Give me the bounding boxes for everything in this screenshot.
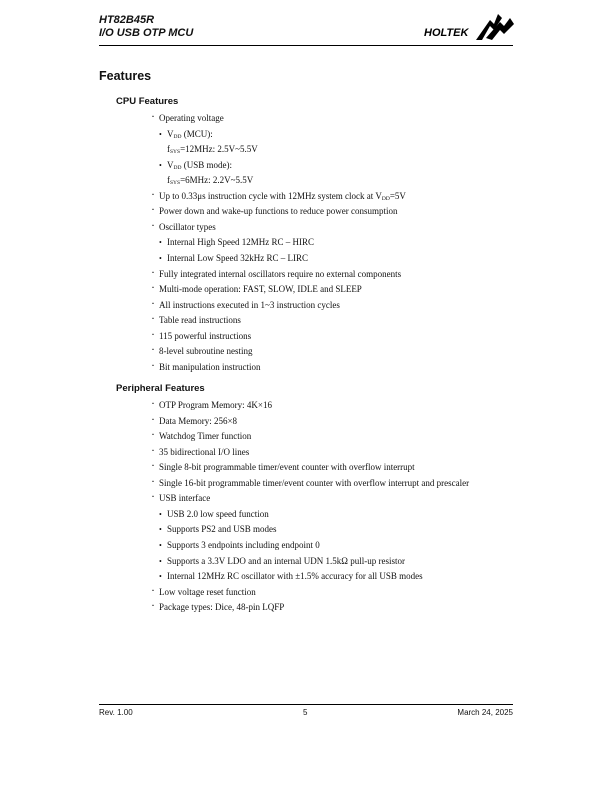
item-text: Multi-mode operation: FAST, SLOW, IDLE and SLEEP xyxy=(159,284,362,295)
list-item xyxy=(151,280,362,295)
list-item xyxy=(159,539,320,551)
item-text: Supports a 3.3V LDO and an internal UDN 1.5kΩ pull-up resistor xyxy=(167,555,405,566)
bullet-icon: • xyxy=(159,540,162,550)
list-item xyxy=(151,217,216,233)
item-text: Single 8-bit programmable timer/event counter with overflow interrupt xyxy=(159,462,415,473)
item-text: Single 16-bit programmable timer/event counter with overflow interrupt and prescaler xyxy=(159,477,470,488)
bullet-icon: · xyxy=(151,357,155,372)
list-item xyxy=(151,186,406,205)
subscript: DD xyxy=(173,164,182,171)
bullet-icon: • xyxy=(159,572,162,582)
list-item xyxy=(151,442,250,458)
item-text: Table read instructions xyxy=(159,315,241,326)
item-text: USB interface xyxy=(159,493,211,504)
bullet-icon: · xyxy=(151,311,155,326)
item-text: V xyxy=(167,128,174,139)
bullet-icon: • xyxy=(159,525,162,535)
bullet-icon: · xyxy=(151,598,155,613)
item-text: Up to 0.33μs instruction cycle with 12MHz system clock at V xyxy=(159,190,382,201)
section-title: Features xyxy=(99,69,152,83)
bullet-icon: · xyxy=(151,342,155,357)
item-text: All instructions executed in 1~3 instruction cycles xyxy=(159,299,340,310)
list-item xyxy=(151,489,211,504)
document-subtitle: I/O USB OTP MCU xyxy=(99,27,194,39)
item-text: Oscillator types xyxy=(159,221,216,232)
list-item xyxy=(151,342,253,357)
list-item xyxy=(151,598,285,613)
item-text: V xyxy=(167,159,174,170)
bullet-icon: · xyxy=(151,489,155,504)
bullet-icon: • xyxy=(159,238,162,248)
peripheral-features-heading: Peripheral Features xyxy=(116,383,205,394)
revision: Rev. 1.00 xyxy=(99,708,133,717)
item-text: 115 powerful instructions xyxy=(159,330,252,341)
item-text: f xyxy=(167,175,170,186)
item-text: =12MHz: 2.5V~5.5V xyxy=(180,144,258,155)
list-item xyxy=(167,144,258,158)
svg-text:HOLTEK: HOLTEK xyxy=(424,27,469,39)
list-item xyxy=(151,295,340,311)
list-item xyxy=(151,473,470,489)
item-text: Bit manipulation instruction xyxy=(159,361,261,372)
list-item xyxy=(151,357,261,373)
item-text: Watchdog Timer function xyxy=(159,431,252,442)
bullet-icon: · xyxy=(151,582,155,597)
item-text: Internal Low Speed 32kHz RC – LIRC xyxy=(167,252,308,263)
date: March 24, 2025 xyxy=(457,708,513,717)
list-item xyxy=(159,159,232,174)
list-item xyxy=(151,311,241,326)
subscript: SYS xyxy=(170,180,181,187)
item-text: Power down and wake-up functions to reduce power consumption xyxy=(159,206,398,217)
bullet-icon: · xyxy=(151,473,155,488)
list-item xyxy=(151,458,415,473)
item-text: Low voltage reset function xyxy=(159,586,256,597)
bullet-icon: • xyxy=(159,509,162,519)
list-item xyxy=(159,508,269,520)
list-item xyxy=(159,555,405,567)
list-item xyxy=(151,264,402,280)
item-text: (MCU): xyxy=(181,128,213,139)
list-item xyxy=(151,202,398,217)
item-text: 35 bidirectional I/O lines xyxy=(159,446,250,457)
item-text: Supports PS2 and USB modes xyxy=(167,524,277,535)
list-item xyxy=(159,571,423,582)
bullet-icon: · xyxy=(151,186,155,201)
subscript: DD xyxy=(381,195,390,202)
header-rule xyxy=(99,45,513,46)
part-number: HT82B45R xyxy=(99,14,155,26)
bullet-icon: · xyxy=(151,280,155,295)
item-text: OTP Program Memory: 4K×16 xyxy=(159,400,272,410)
bullet-icon: · xyxy=(151,217,155,232)
list-item xyxy=(159,128,213,143)
bullet-icon: · xyxy=(151,442,155,457)
bullet-icon: · xyxy=(151,411,155,426)
bullet-icon: · xyxy=(151,458,155,473)
list-item xyxy=(159,252,308,264)
list-item xyxy=(151,411,238,427)
item-text: Internal High Speed 12MHz RC – HIRC xyxy=(167,237,314,248)
list-item xyxy=(159,524,277,535)
bullet-icon: • xyxy=(159,556,162,566)
list-item xyxy=(167,175,253,189)
item-text: USB 2.0 low speed function xyxy=(167,508,269,519)
item-text: Operating voltage xyxy=(159,113,224,123)
holtek-logo xyxy=(424,12,516,42)
list-item xyxy=(151,582,256,598)
item-text: (USB mode): xyxy=(181,159,232,170)
bullet-icon: · xyxy=(151,202,155,217)
list-item xyxy=(151,396,272,411)
list-item xyxy=(151,427,252,442)
bullet-icon: • xyxy=(159,253,162,263)
bullet-icon: • xyxy=(159,160,162,170)
footer-rule xyxy=(99,704,513,705)
item-text: =5V xyxy=(389,190,406,201)
list-item xyxy=(159,237,314,248)
list-item xyxy=(151,109,224,124)
item-text: =6MHz: 2.2V~5.5V xyxy=(180,175,254,186)
subscript: SYS xyxy=(170,149,181,156)
page-number: 5 xyxy=(303,708,308,717)
item-text: Data Memory: 256×8 xyxy=(159,415,238,426)
subscript: DD xyxy=(173,133,182,140)
bullet-icon: • xyxy=(159,129,162,139)
bullet-icon: · xyxy=(151,396,155,410)
item-text: f xyxy=(167,144,170,155)
bullet-icon: · xyxy=(151,264,155,279)
item-text: Package types: Dice, 48-pin LQFP xyxy=(159,602,285,613)
bullet-icon: · xyxy=(151,427,155,442)
item-text: Internal 12MHz RC oscillator with ±1.5% accuracy for all USB modes xyxy=(167,571,423,582)
item-text: Supports 3 endpoints including endpoint 0 xyxy=(167,539,320,550)
bullet-icon: · xyxy=(151,295,155,310)
item-text: 8-level subroutine nesting xyxy=(159,346,253,357)
cpu-features-heading: CPU Features xyxy=(116,96,179,107)
bullet-icon: · xyxy=(151,326,155,341)
list-item xyxy=(151,326,252,342)
bullet-icon: · xyxy=(151,109,155,123)
item-text: Fully integrated internal oscillators require no external components xyxy=(159,268,402,279)
